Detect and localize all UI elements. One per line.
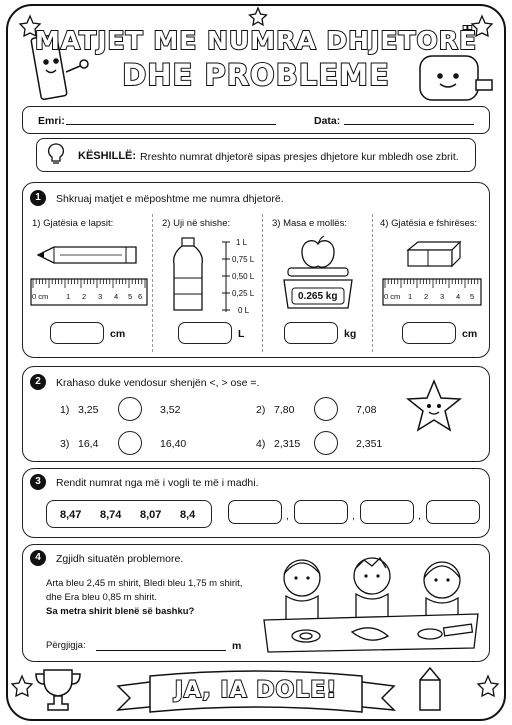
section-1-instruction: Shkruaj matjet e mëposhtme me numra dhjetorë. xyxy=(56,193,284,205)
unit-1: cm xyxy=(110,328,126,340)
footer-banner-text: JA, IA DOLE! xyxy=(174,678,338,703)
answer-unit: m xyxy=(232,640,242,652)
bottle-scale-0: 0 L xyxy=(238,306,250,315)
compare-3-a: 16,4 xyxy=(78,438,99,450)
answer-box-2[interactable] xyxy=(178,322,232,344)
water-bottle-icon xyxy=(168,236,208,314)
section-2-instruction: Krahaso duke vendosur shenjën <, > ose =. xyxy=(56,377,260,389)
bottle-scale-025: 0,25 L xyxy=(232,289,255,298)
unit-4: cm xyxy=(462,328,478,340)
ruler2-label-3: 3 xyxy=(440,292,445,301)
measure-item-3-title: 3) Masa e mollës: xyxy=(272,218,347,229)
answer-label: Përgjigja: xyxy=(46,640,86,651)
children-illustration xyxy=(260,548,482,656)
ruler2-label-5: 5 xyxy=(470,292,475,301)
order-answer-3[interactable] xyxy=(360,500,414,524)
order-comma-1: , xyxy=(286,510,289,522)
name-label: Emri: xyxy=(38,115,65,127)
title-line-1: MATJET ME NUMRA DHJETORË xyxy=(34,26,478,55)
compare-4-a: 2,315 xyxy=(274,438,301,450)
answer-line[interactable] xyxy=(96,650,226,651)
measure-item-4-title: 4) Gjatësia e fshirëses: xyxy=(380,218,478,229)
scale-reading: 0.265 kg xyxy=(298,291,338,302)
bottle-scale-075: 0,75 L xyxy=(232,255,255,264)
compare-2-num: 2) xyxy=(256,404,266,416)
ruler-label-4: 4 xyxy=(114,292,119,301)
date-label: Data: xyxy=(314,115,341,127)
ruler-label-2: 2 xyxy=(82,292,87,301)
tip-text: Rreshto numrat dhjetorë sipas presjes dhjetore kur mbledh ose zbrit. xyxy=(140,151,459,163)
compare-3-b: 16,40 xyxy=(160,438,187,450)
smiling-star-icon xyxy=(404,378,464,436)
compare-2-b: 7,08 xyxy=(356,404,377,416)
ruler-label-1: 1 xyxy=(66,292,71,301)
order-answer-1[interactable] xyxy=(228,500,282,524)
pencil-icon xyxy=(36,244,146,266)
title-line-2: DHE PROBLEME xyxy=(122,58,390,92)
compare-4-b: 2,351 xyxy=(356,438,383,450)
order-number-2: 8,74 xyxy=(100,509,122,521)
bottle-scale-050: 0,50 L xyxy=(232,272,255,281)
problem-line-1: Arta bleu 2,45 m shirit, Bledi bleu 1,75 m shirit, xyxy=(46,578,243,589)
unit-3: kg xyxy=(344,328,357,340)
order-number-4: 8,4 xyxy=(180,509,196,521)
answer-box-4[interactable] xyxy=(402,322,456,344)
star-icon xyxy=(250,8,267,25)
section-1-number: 1 xyxy=(30,190,46,206)
section-3-number: 3 xyxy=(30,474,46,490)
ruler-label-6: 6 xyxy=(138,292,143,301)
ruler2-label-1: 1 xyxy=(408,292,413,301)
ruler2-label-0: 0 cm xyxy=(384,292,401,301)
problem-line-2: dhe Era bleu 0,85 m shirit. xyxy=(46,592,157,603)
compare-2-circle[interactable] xyxy=(314,397,338,421)
measure-item-2-title: 2) Uji në shishe: xyxy=(162,218,231,229)
ruler2-label-2: 2 xyxy=(424,292,429,301)
unit-2: L xyxy=(238,328,245,340)
order-number-1: 8,47 xyxy=(60,509,82,521)
bottle-scale-1: 1 L xyxy=(236,238,248,247)
ruler-label-0: 0 cm xyxy=(32,292,49,301)
compare-3-circle[interactable] xyxy=(118,431,142,455)
ruler-label-5: 5 xyxy=(128,292,133,301)
order-comma-3: , xyxy=(418,510,421,522)
section-4-instruction: Zgjidh situatën problemore. xyxy=(56,553,184,565)
section-2-number: 2 xyxy=(30,374,46,390)
compare-4-circle[interactable] xyxy=(314,431,338,455)
section-3-instruction: Rendit numrat nga më i vogli te më i madhi. xyxy=(56,477,259,489)
order-number-3: 8,07 xyxy=(140,509,162,521)
compare-2-a: 7,80 xyxy=(274,404,295,416)
compare-1-a: 3,25 xyxy=(78,404,99,416)
compare-3-num: 3) xyxy=(60,438,70,450)
order-answer-4[interactable] xyxy=(426,500,480,524)
compare-1-b: 3,52 xyxy=(160,404,181,416)
info-bar xyxy=(22,106,490,134)
date-field[interactable] xyxy=(344,124,474,125)
order-answer-2[interactable] xyxy=(294,500,348,524)
ruler-label-3: 3 xyxy=(98,292,103,301)
name-field[interactable] xyxy=(66,124,276,125)
answer-box-1[interactable] xyxy=(50,322,104,344)
ruler2-label-4: 4 xyxy=(456,292,461,301)
compare-1-circle[interactable] xyxy=(118,397,142,421)
eraser-icon xyxy=(404,240,464,270)
compare-1-num: 1) xyxy=(60,404,70,416)
measure-item-1-title: 1) Gjatësia e lapsit: xyxy=(32,218,114,229)
compare-4-num: 4) xyxy=(256,438,266,450)
lightbulb-icon xyxy=(46,142,66,168)
section-4-number: 4 xyxy=(30,550,46,566)
answer-box-3[interactable] xyxy=(284,322,338,344)
tip-label: KËSHILLË: xyxy=(78,150,137,162)
order-comma-2: , xyxy=(352,510,355,522)
problem-question: Sa metra shirit blenë së bashku? xyxy=(46,606,195,617)
